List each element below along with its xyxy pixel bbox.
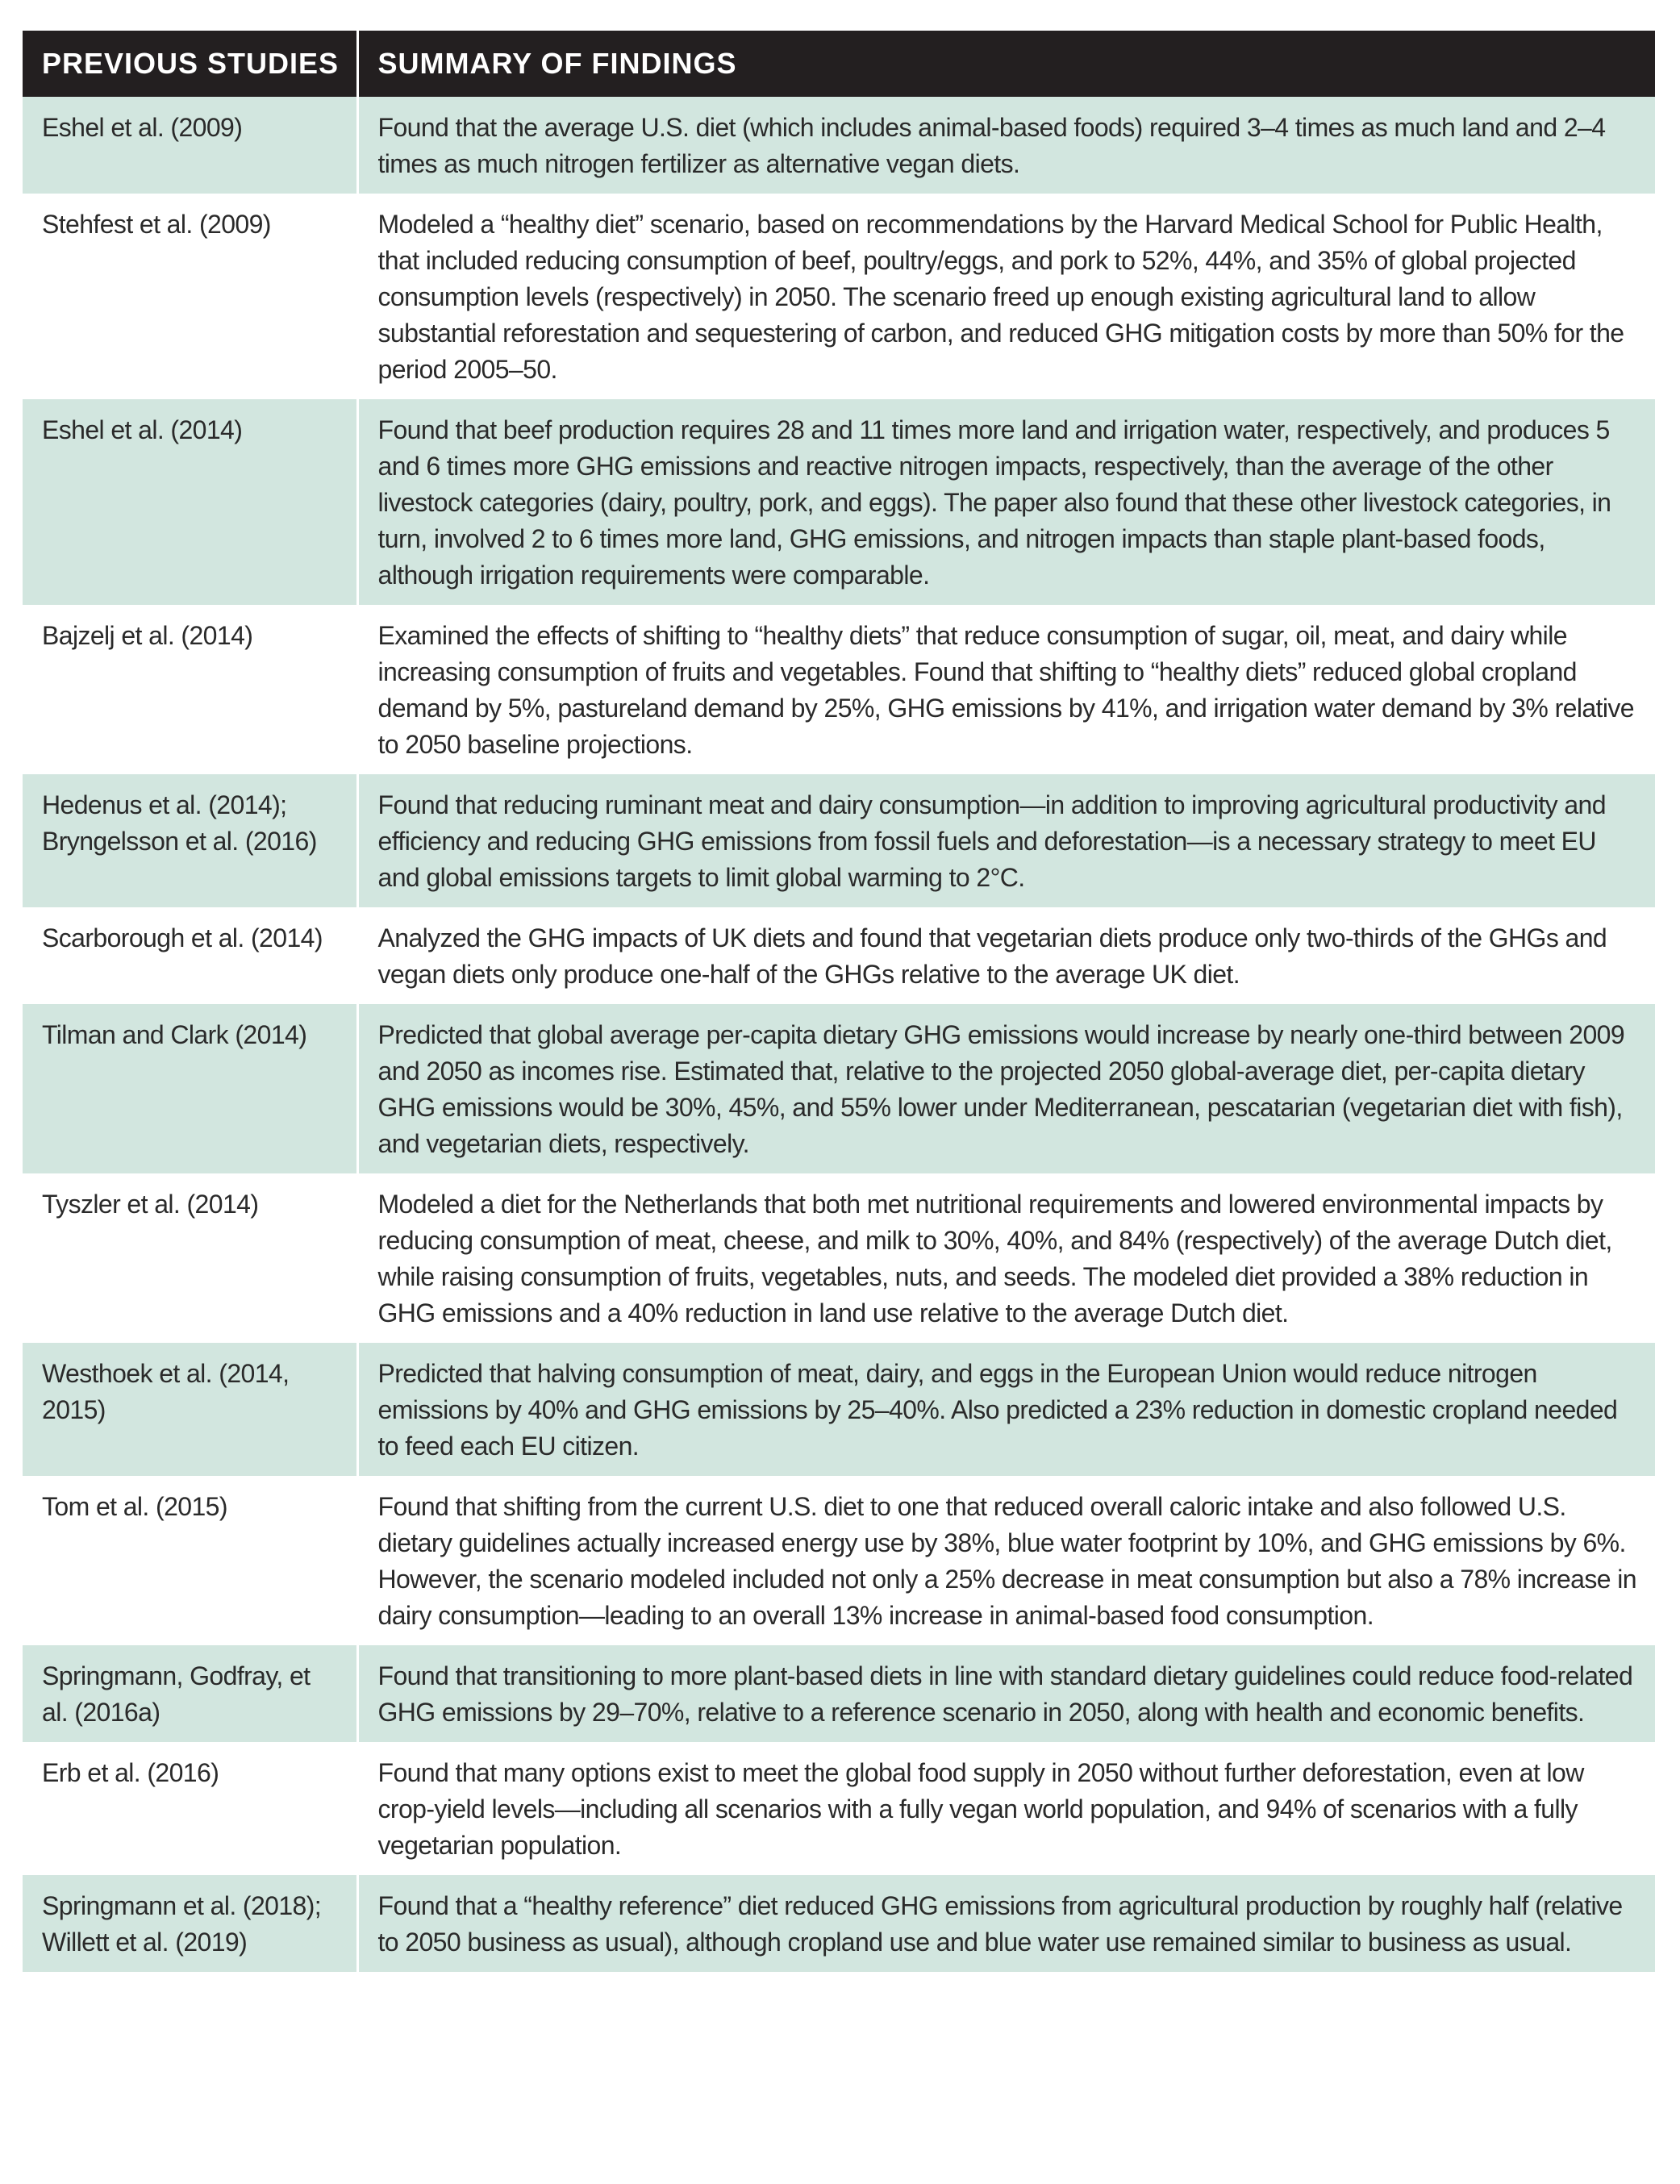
study-cell: Springmann et al. (2018); Willett et al. (2019) [23, 1875, 357, 1972]
study-cell: Erb et al. (2016) [23, 1742, 357, 1875]
study-cell: Scarborough et al. (2014) [23, 907, 357, 1004]
finding-cell: Examined the effects of shifting to “healthy diets” that reduce consumption of sugar, oil, meat, and dairy while increasing consumption of fruits and vegetables. Found that shifting to “healthy diets” reduced global cropland demand by 5%, pastureland demand by 25%, GHG emissions by 41%, and irrigation water demand by 3% relative to 2050 baseline projections. [357, 605, 1655, 774]
study-cell: Hedenus et al. (2014); Bryngelsson et al. (2016) [23, 774, 357, 907]
table-row [23, 605, 1655, 774]
header-summary-of-findings: SUMMARY OF FINDINGS [357, 31, 1655, 97]
finding-cell: Found that shifting from the current U.S. diet to one that reduced overall caloric intake and also followed U.S. dietary guidelines actually increased energy use by 38%, blue water footprint by 10%, and GHG emissions by 6%. However, the scenario modeled included not only a 25% decrease in meat consumption but also a 78% increase in dairy consumption—leading to an overall 13% increase in animal-based food consumption. [357, 1476, 1655, 1645]
study-cell: Westhoek et al. (2014, 2015) [23, 1343, 357, 1476]
finding-cell: Predicted that global average per-capita dietary GHG emissions would increase by nearly one-third between 2009 and 2050 as incomes rise. Estimated that, relative to the projected 2050 global-average diet, per-capita dietary GHG emissions would be 30%, 45%, and 55% lower under Mediterranean, pescatarian (vegetarian diet with fish), and vegetarian diets, respectively. [357, 1004, 1655, 1173]
study-cell: Stehfest et al. (2009) [23, 194, 357, 399]
finding-cell: Found that the average U.S. diet (which includes animal-based foods) required 3–4 times as much land and 2–4 times as much nitrogen fertilizer as alternative vegan diets. [357, 97, 1655, 194]
finding-cell: Predicted that halving consumption of meat, dairy, and eggs in the European Union would reduce nitrogen emissions by 40% and GHG emissions by 25–40%. Also predicted a 23% reduction in domestic cropland needed to feed each EU citizen. [357, 1343, 1655, 1476]
finding-cell: Analyzed the GHG impacts of UK diets and found that vegetarian diets produce only two-thirds of the GHGs and vegan diets only produce one-half of the GHGs relative to the average UK diet. [357, 907, 1655, 1004]
finding-cell: Found that beef production requires 28 and 11 times more land and irrigation water, respectively, and produces 5 and 6 times more GHG emissions and reactive nitrogen impacts, respectively, than the average of the other livestock categories (dairy, poultry, pork, and eggs). The paper also found that these other livestock categories, in turn, involved 2 to 6 times more land, GHG emissions, and nitrogen impacts than staple plant-based foods, although irrigation requirements were comparable. [357, 399, 1655, 605]
table-row [23, 1476, 1655, 1645]
finding-cell: Found that reducing ruminant meat and dairy consumption—in addition to improving agricultural productivity and efficiency and reducing GHG emissions from fossil fuels and deforestation—is a necessary strategy to meet EU and global emissions targets to limit global warming to 2°C. [357, 774, 1655, 907]
study-cell: Eshel et al. (2014) [23, 399, 357, 605]
study-cell: Springmann, Godfray, et al. (2016a) [23, 1645, 357, 1742]
finding-cell: Found that transitioning to more plant-based diets in line with standard dietary guidelines could reduce food-related GHG emissions by 29–70%, relative to a reference scenario in 2050, along with health and economic benefits. [357, 1645, 1655, 1742]
table-row [23, 1004, 1655, 1173]
study-cell: Tom et al. (2015) [23, 1476, 357, 1645]
header-previous-studies: PREVIOUS STUDIES [23, 31, 357, 97]
study-cell: Bajzelj et al. (2014) [23, 605, 357, 774]
study-cell: Tyszler et al. (2014) [23, 1173, 357, 1343]
table-row [23, 1875, 1655, 1972]
finding-cell: Found that many options exist to meet the global food supply in 2050 without further deforestation, even at low crop-yield levels—including all scenarios with a fully vegan world population, and 94% of scenarios with a fully vegetarian population. [357, 1742, 1655, 1875]
finding-cell: Modeled a “healthy diet” scenario, based on recommendations by the Harvard Medical School for Public Health, that included reducing consumption of beef, poultry/eggs, and pork to 52%, 44%, and 35% of global projected consumption levels (respectively) in 2050. The scenario freed up enough existing agricultural land to allow substantial reforestation and sequestering of carbon, and reduced GHG mitigation costs by more than 50% for the period 2005–50. [357, 194, 1655, 399]
table-row [23, 194, 1655, 399]
table-row [23, 1645, 1655, 1742]
study-cell: Eshel et al. (2009) [23, 97, 357, 194]
study-cell: Tilman and Clark (2014) [23, 1004, 357, 1173]
table-row [23, 1343, 1655, 1476]
header-row [23, 31, 1655, 97]
finding-cell: Modeled a diet for the Netherlands that both met nutritional requirements and lowered environmental impacts by reducing consumption of meat, cheese, and milk to 30%, 40%, and 84% (respectively) of the average Dutch diet, while raising consumption of fruits, vegetables, nuts, and seeds. The modeled diet provided a 38% reduction in GHG emissions and a 40% reduction in land use relative to the average Dutch diet. [357, 1173, 1655, 1343]
table-row [23, 1173, 1655, 1343]
table-row [23, 1742, 1655, 1875]
table-row [23, 399, 1655, 605]
table-row [23, 97, 1655, 194]
table-row [23, 774, 1655, 907]
finding-cell: Found that a “healthy reference” diet reduced GHG emissions from agricultural production by roughly half (relative to 2050 business as usual), although cropland use and blue water use remained similar to business as usual. [357, 1875, 1655, 1972]
table-row [23, 907, 1655, 1004]
findings-table [23, 31, 1655, 1972]
